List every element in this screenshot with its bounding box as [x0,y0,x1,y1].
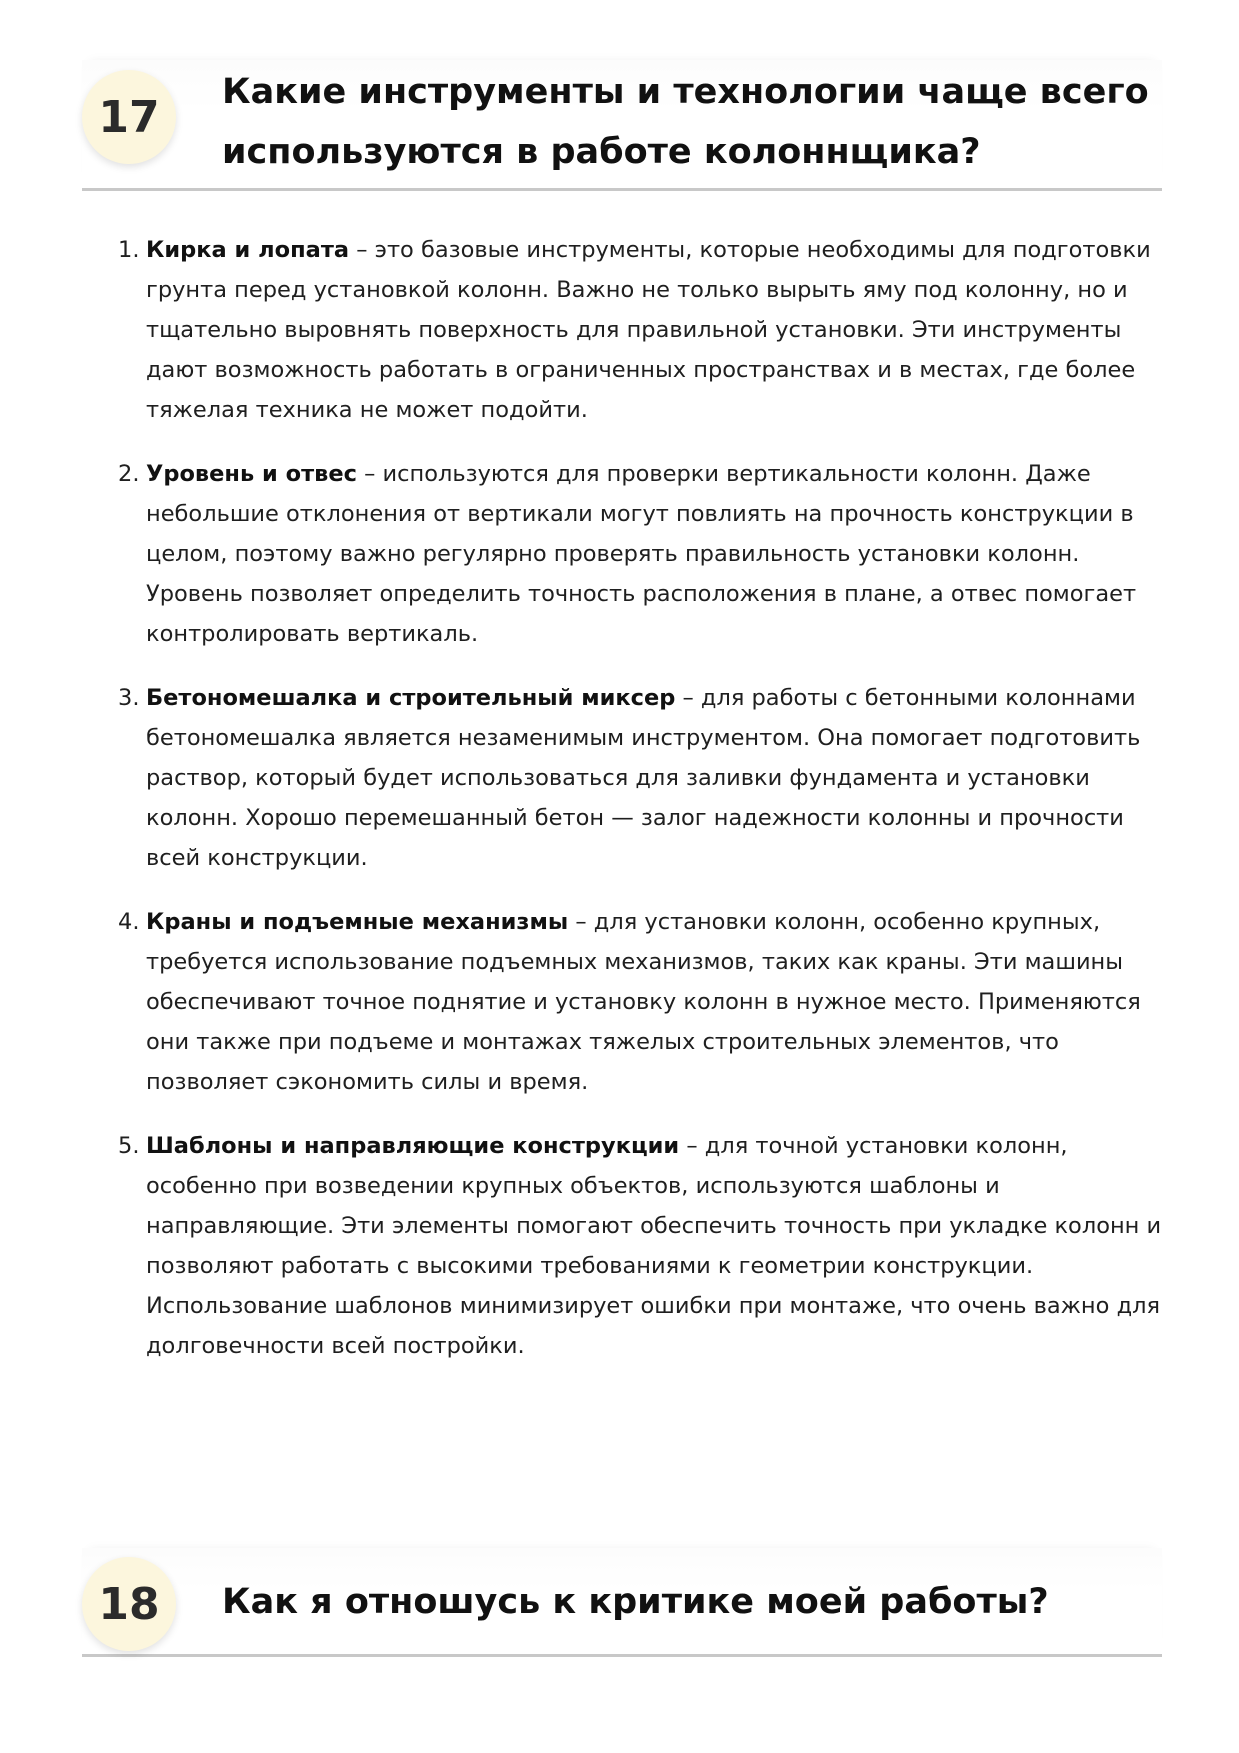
section-header-18 [82,1548,1162,1657]
list-item-number: 3. [118,685,140,711]
answer-list [108,230,1163,1390]
list-item-text: – для установки колонн, особенно крупных, требуется использование подъемных механизмов, таких как краны. Эти машины обеспечивают точное поднятие и установку колонн в нужное место. Применяются они также при подъеме и монтажах тяжелых строительных элементов, что позволяет сэкономить силы и время. [146,909,1141,1095]
section-header-17 [82,60,1162,191]
list-item-number: 4. [118,909,140,935]
list-item-text: – для работы с бетонными колоннами бетономешалка является незаменимым инструментом. Она помогает подготовить раствор, который будет использоваться для заливки фундамента и установки колонн. Хорошо перемешанный бетон — залог надежности колонны и прочности всей конструкции. [146,685,1141,871]
list-item-text: – используются для проверки вертикальности колонн. Даже небольшие отклонения от вертикали могут повлиять на прочность конструкции в целом, поэтому важно регулярно проверять правильность установки колонн. Уровень позволяет определить точность расположения в плане, а отвес помогает контролировать вертикаль. [146,461,1137,647]
list-item-text: – для точной установки колонн, особенно при возведении крупных объектов, используются шаблоны и направляющие. Эти элементы помогают обеспечить точность при укладке колонн и позволяют работать с высокими требованиями к геометрии конструкции. Использование шаблонов минимизирует ошибки при монтаже, что очень важно для долговечности всей постройки. [146,1133,1162,1359]
list-item-term: Шаблоны и направляющие конструкции [146,1133,680,1159]
list-item-number: 1. [118,237,140,263]
list-item [108,230,1163,430]
list-item-text: – это базовые инструменты, которые необходимы для подготовки грунта перед установкой колонн. Важно не только вырыть яму под колонну, но и тщательно выровнять поверхность для правильной установки. Эти инструменты дают возможность работать в ограниченных пространствах и в местах, где более тяжелая техника не может подойти. [146,237,1151,423]
list-item [108,1126,1163,1366]
list-item-term: Кирка и лопата [146,237,350,263]
list-item [108,902,1163,1102]
list-item-number: 5. [118,1133,140,1159]
section-title: Как я отношусь к критике моей работы? [222,1582,1049,1622]
list-item-term: Краны и подъемные механизмы [146,909,569,935]
list-item-term: Уровень и отвес [146,461,357,487]
list-item [108,454,1163,654]
list-item-term: Бетономешалка и строительный миксер [146,685,676,711]
section-number-badge: 17 [82,70,176,164]
list-item-number: 2. [118,461,140,487]
section-title: Какие инструменты и технологии чаще всего используются в работе колоннщика? [222,72,1149,172]
list-item [108,678,1163,878]
section-number-badge: 18 [82,1557,176,1651]
